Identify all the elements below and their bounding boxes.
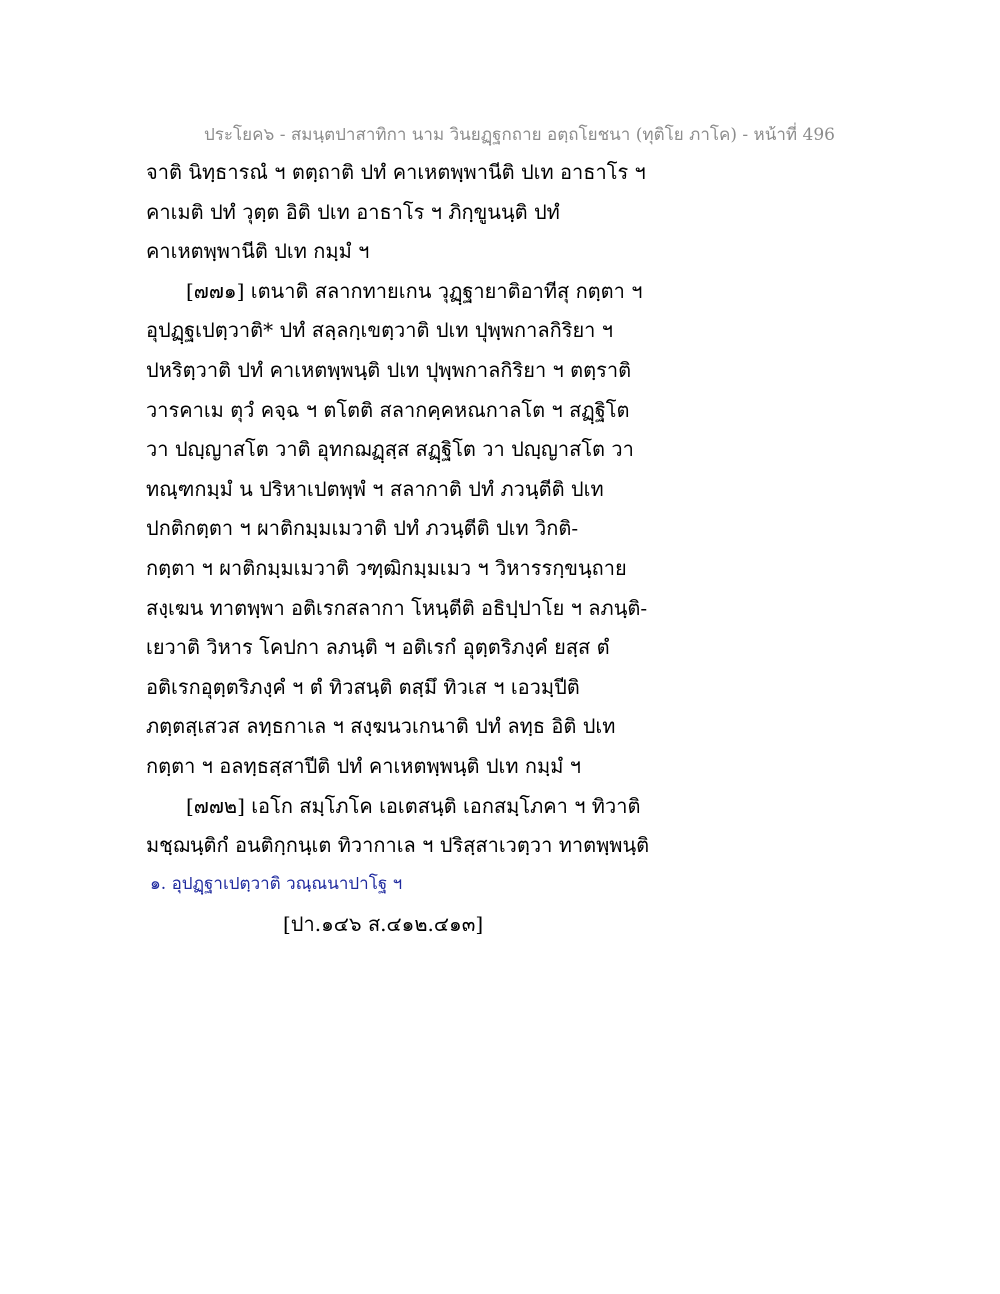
- paragraph-start-line: [๗๗๑] เตนาติ สลากทายเกน วุฏฺฐายาติอาทีสุ กตฺตา ฯ: [186, 278, 643, 303]
- footnote: ๑. อุปฏฺฐาเปตฺวาติ วณฺณนาปาโฐ ฯ: [150, 874, 403, 894]
- body-line: มชฺฌนฺติกํ อนติกฺกนฺเต ทิวากาเล ฯ ปริสฺสาเวตฺวา ทาตพฺพนฺติ: [146, 833, 650, 858]
- body-line: วารคาเม ตุวํ คจฺฉ ฯ ตโตติ สลากคฺคหณกาลโต ฯ สฏฺฐิโต: [146, 397, 630, 422]
- page-reference: [ปา.๑๔๖ ส.๔๑๒.๔๑๓]: [283, 912, 484, 936]
- body-line: จาติ นิทฺธารณํ ฯ ตตฺถาติ ปทํ คาเหตพฺพานีติ ปเท อาธาโร ฯ: [146, 160, 646, 184]
- body-line: กตฺตา ฯ ผาติกมฺมเมวาติ วฑฺฒิกมฺมเมว ฯ วิหารรกฺขนฺถาย: [146, 555, 627, 580]
- body-line: อุปฏฺฐเปตฺวาติ* ปทํ สลฺลกฺเขตฺวาติ ปเท ปุพฺพกาลกิริยา ฯ: [146, 318, 613, 343]
- page-header: ประโยค๖ - สมนฺตปาสาทิกา นาม วินยฏฺฐกถาย อตฺถโยชนา (ทุติโย ภาโค) - หน้าที่ 496: [204, 125, 835, 145]
- body-line: เยวาติ วิหาร โคปกา ลภนฺติ ฯ อติเรกํ อุตฺตริภงฺคํ ยสฺส ตํ: [146, 635, 610, 660]
- body-line: คาเหตพฺพานีติ ปเท กมฺมํ ฯ: [146, 239, 370, 264]
- body-line: ปหริตฺวาติ ปทํ คาเหตพฺพนฺติ ปเท ปุพฺพกาลกิริยา ฯ ตตฺราติ: [146, 357, 632, 382]
- body-line: วา ปญฺญาสโต วาติ อุทกฌฏฺสฺส สฏฺฐิโต วา ปญฺญาสโต วา: [146, 437, 634, 462]
- body-line: ทณฺฑกมฺมํ น ปริหาเปตพฺพํ ฯ สลากาติ ปทํ ภวนฺตีติ ปเท: [146, 476, 604, 501]
- paragraph-start-line: [๗๗๒] เอโก สมฺโภโค เอเตสนฺติ เอกสมฺโภคา ฯ ทิวาติ: [186, 793, 641, 818]
- body-line: คาเมติ ปทํ วุตฺต อิติ ปเท อาธาโร ฯ ภิกฺขูนนฺติ ปทํ: [146, 199, 560, 224]
- body-line: ภตฺตสฺเสวส ลทฺธกาเล ฯ สงฺฆนวเกนาติ ปทํ ลทฺธ อิติ ปเท: [146, 714, 616, 739]
- body-line: กตฺตา ฯ อลทฺธสฺสาปีติ ปทํ คาเหตพฺพนฺติ ปเท กมฺมํ ฯ: [146, 753, 581, 778]
- body-text: [146, 156, 866, 869]
- body-line: สงฺเฆน ทาตพฺพา อติเรกสลากา โหนฺตีติ อธิปฺปาโย ฯ ลภนฺติ-: [146, 595, 648, 620]
- body-line: อติเรกอุตฺตริภงฺคํ ฯ ตํ ทิวสนฺติ ตสฺมึ ทิวเส ฯ เอวมฺปีติ: [146, 674, 580, 699]
- body-line: ปกติกตฺตา ฯ ผาติกมฺมเมวาติ ปทํ ภวนฺตีติ ปเท วิกติ-: [146, 516, 579, 541]
